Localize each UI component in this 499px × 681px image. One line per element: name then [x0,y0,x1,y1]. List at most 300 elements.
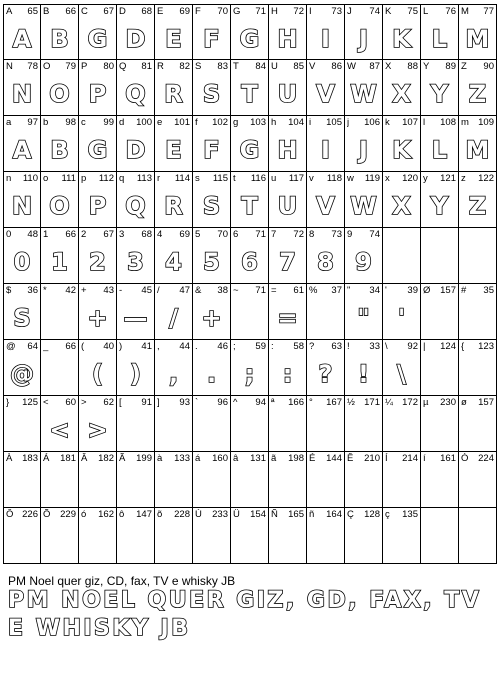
character-map-grid [3,4,497,568]
glyph-code: 230 [440,397,456,408]
glyph-sample: ! [358,360,369,388]
glyph-cell [3,452,41,508]
glyph-cell [79,452,117,508]
glyph-code: 103 [250,117,266,128]
glyph-label [309,61,342,73]
glyph-cell [269,228,307,284]
glyph-label [6,453,38,465]
glyph-sample: > [87,416,108,444]
glyph-cell [117,116,155,172]
glyph-sample: Z [468,80,487,108]
glyph-sample: " [357,304,370,332]
glyph-char: á [195,453,201,464]
glyph-code: 73 [331,6,342,17]
glyph-sample: U [277,192,298,220]
glyph-sample: , [168,360,179,388]
glyph-cell [193,284,231,340]
glyph-code: 122 [478,173,494,184]
glyph-code: 37 [331,285,342,296]
glyph-cell [459,284,497,340]
glyph-label [423,397,456,409]
glyph-code: 114 [174,173,190,184]
glyph-code: 66 [65,341,76,352]
glyph-char: ( [81,341,85,352]
glyph-label [43,397,76,409]
glyph-label [119,509,152,521]
glyph-char: C [81,6,88,17]
glyph-label [119,397,152,409]
glyph-char: . [195,341,198,352]
glyph-label [385,173,418,185]
glyph-sample: 2 [89,248,106,276]
glyph-sample: 5 [203,248,220,276]
glyph-char: 1 [43,229,49,240]
glyph-char: ° [309,397,313,408]
glyph-code: 135 [402,509,418,520]
glyph-cell [421,116,459,172]
glyph-char: z [461,173,466,184]
glyph-label [81,509,114,521]
glyph-char: O [43,61,51,72]
glyph-sample [231,298,268,338]
glyph-sample: V [316,80,335,108]
glyph-code: 164 [326,509,342,520]
glyph-char: 6 [233,229,239,240]
glyph-char: } [6,397,10,408]
glyph-code: 82 [179,61,190,72]
glyph-char: o [43,173,49,184]
glyph-char: ª [271,397,275,408]
glyph-cell [307,508,345,564]
glyph-cell [79,340,117,396]
glyph-cell [3,60,41,116]
glyph-label [233,285,266,297]
glyph-code: 83 [217,61,228,72]
glyph-code: 59 [255,341,266,352]
glyph-sample: X [392,192,411,220]
glyph-cell [383,340,421,396]
glyph-cell [269,508,307,564]
glyph-code: 199 [136,453,152,464]
glyph-label [157,509,190,521]
glyph-label [423,509,456,521]
glyph-code: 87 [369,61,380,72]
glyph-code: 233 [212,509,228,520]
glyph-cell [345,116,383,172]
glyph-label [157,285,190,297]
glyph-sample: = [277,304,298,332]
glyph-code: 97 [27,117,38,128]
glyph-char: ó [81,509,87,520]
glyph-code: 167 [326,397,342,408]
glyph-sample: + [87,304,108,332]
glyph-cell [3,228,41,284]
glyph-char: # [461,285,467,296]
glyph-char: + [81,285,87,296]
glyph-sample [193,466,230,506]
glyph-code: 71 [255,285,266,296]
glyph-char: / [157,285,160,296]
glyph-sample: M [465,25,490,53]
glyph-label [347,397,380,409]
glyph-label [119,117,152,129]
glyph-cell [41,60,79,116]
glyph-code: 226 [22,509,38,520]
glyph-label [271,6,304,18]
glyph-cell [345,452,383,508]
glyph-cell [307,228,345,284]
glyph-char: Ê [347,453,354,464]
glyph-code: 125 [22,397,38,408]
glyph-char: ~ [233,285,239,296]
glyph-sample [4,466,40,506]
glyph-char: É [309,453,316,464]
glyph-char: h [271,117,277,128]
glyph-label [119,61,152,73]
glyph-char: ` [195,397,199,408]
glyph-cell [383,4,421,60]
glyph-sample [383,522,420,562]
glyph-sample [383,242,420,282]
glyph-cell [269,452,307,508]
glyph-cell [79,4,117,60]
glyph-code: 157 [478,397,494,408]
glyph-label [195,453,228,465]
glyph-char: ¼ [385,397,393,408]
glyph-code: 110 [22,173,38,184]
glyph-sample: 0 [13,248,31,276]
glyph-sample: G [87,136,108,164]
glyph-cell [307,452,345,508]
glyph-cell [383,452,421,508]
glyph-label [385,6,418,18]
glyph-cell [41,172,79,228]
glyph-sample: L [431,136,448,164]
glyph-sample [41,354,78,394]
glyph-char: q [119,173,125,184]
glyph-sample [421,242,458,282]
glyph-code: 69 [179,6,190,17]
glyph-cell [193,452,231,508]
glyph-sample: R [164,80,183,108]
glyph-label [81,397,114,409]
glyph-cell [269,4,307,60]
glyph-label [461,453,494,465]
glyph-sample: — [123,304,148,332]
glyph-code: 102 [212,117,228,128]
glyph-label [271,229,304,241]
glyph-char: R [157,61,164,72]
glyph-cell [307,60,345,116]
glyph-code: 73 [331,229,342,240]
glyph-code: 171 [364,397,380,408]
glyph-cell [117,508,155,564]
glyph-char: 8 [309,229,315,240]
glyph-label [347,61,380,73]
glyph-sample [307,410,344,450]
glyph-label [309,117,342,129]
glyph-code: 42 [65,285,76,296]
glyph-label [43,173,76,185]
glyph-label [233,61,266,73]
glyph-sample: Q [125,192,146,220]
glyph-sample: S [202,192,221,220]
glyph-code: 181 [60,453,76,464]
glyph-code: 61 [293,285,304,296]
grid-row [3,60,497,116]
glyph-label [309,341,342,353]
glyph-label [309,173,342,185]
glyph-char: Í [385,453,388,464]
glyph-char: 2 [81,229,87,240]
glyph-label [233,117,266,129]
glyph-sample: Y [430,80,449,108]
glyph-code: 107 [402,117,418,128]
glyph-cell [383,284,421,340]
glyph-cell [41,452,79,508]
glyph-char: k [385,117,390,128]
glyph-cell [345,4,383,60]
grid-row [3,396,497,452]
glyph-code: 34 [369,285,380,296]
glyph-code: 66 [65,229,76,240]
glyph-cell [3,4,41,60]
glyph-code: 41 [141,341,152,352]
glyph-label [43,285,76,297]
glyph-code: 47 [179,285,190,296]
glyph-label [347,229,380,241]
glyph-sample: O [49,192,70,220]
glyph-cell [345,340,383,396]
glyph-label [461,509,494,521]
glyph-label [6,285,38,297]
glyph-label [309,397,342,409]
glyph-char: ^ [233,397,238,408]
glyph-label [195,341,228,353]
glyph-code: 91 [141,397,152,408]
glyph-char: d [119,117,125,128]
glyph-char: v [309,173,314,184]
glyph-label [195,173,228,185]
glyph-sample: H [277,25,298,53]
glyph-sample: 1 [51,248,68,276]
grid-row [3,4,497,60]
glyph-code: 70 [217,229,228,240]
glyph-sample [345,410,382,450]
glyph-char: , [157,341,160,352]
glyph-char: @ [6,341,16,352]
glyph-cell [383,396,421,452]
glyph-sample [421,298,458,338]
glyph-code: 39 [407,285,418,296]
glyph-sample: K [392,136,411,164]
glyph-cell [345,228,383,284]
glyph-cell [41,508,79,564]
glyph-sample [4,522,40,562]
glyph-char: 4 [157,229,163,240]
glyph-label [423,285,456,297]
glyph-char: a [6,117,12,128]
glyph-code: 210 [364,453,380,464]
glyph-cell [383,116,421,172]
glyph-cell [193,228,231,284]
glyph-char: % [309,285,318,296]
glyph-char: [ [119,397,122,408]
glyph-sample: 4 [165,248,182,276]
glyph-cell [193,4,231,60]
glyph-char: u [271,173,277,184]
glyph-char: L [423,6,429,17]
glyph-cell [421,508,459,564]
glyph-code: 166 [288,397,304,408]
glyph-code: 133 [174,453,190,464]
glyph-cell [421,60,459,116]
glyph-sample: M [465,136,490,164]
glyph-label [43,341,76,353]
glyph-code: 147 [136,509,152,520]
glyph-sample: 9 [355,248,372,276]
glyph-label [81,6,114,18]
glyph-label [195,61,228,73]
glyph-code: 115 [212,173,228,184]
glyph-cell [421,172,459,228]
glyph-code: 90 [483,61,494,72]
glyph-sample: N [11,192,33,220]
glyph-label [6,173,38,185]
glyph-cell [79,284,117,340]
glyph-cell [117,228,155,284]
glyph-sample: H [277,136,298,164]
glyph-label [81,229,114,241]
glyph-cell [155,116,193,172]
glyph-label [6,229,38,241]
glyph-char: m [461,117,469,128]
glyph-code: 101 [174,117,190,128]
glyph-sample: K [392,25,411,53]
glyph-label [461,341,494,353]
glyph-code: 66 [65,6,76,17]
glyph-label [385,61,418,73]
glyph-cell [155,284,193,340]
glyph-cell [307,172,345,228]
glyph-sample: R [164,192,183,220]
glyph-cell [269,340,307,396]
glyph-cell [155,452,193,508]
glyph-code: 183 [22,453,38,464]
glyph-cell [79,172,117,228]
glyph-sample [459,410,496,450]
glyph-char: Ô [6,509,14,520]
glyph-cell [345,508,383,564]
glyph-code: 165 [288,509,304,520]
glyph-code: 40 [103,341,114,352]
glyph-sample: Y [430,192,449,220]
glyph-code: 105 [326,117,342,128]
glyph-cell [421,396,459,452]
glyph-label [385,453,418,465]
glyph-label [157,341,190,353]
glyph-cell [231,396,269,452]
glyph-code: 60 [65,397,76,408]
glyph-code: 72 [293,6,304,17]
glyph-cell [459,172,497,228]
glyph-cell [79,228,117,284]
glyph-code: 172 [402,397,418,408]
glyph-label [347,341,380,353]
glyph-label [81,117,114,129]
glyph-char: ø [461,397,467,408]
glyph-label [347,453,380,465]
glyph-label [6,397,38,409]
glyph-char: < [43,397,49,408]
glyph-code: 78 [27,61,38,72]
glyph-cell [231,452,269,508]
glyph-cell [421,452,459,508]
glyph-cell [155,508,193,564]
glyph-code: 157 [440,285,456,296]
glyph-code: 162 [98,509,114,520]
glyph-cell [345,60,383,116]
glyph-code: 104 [288,117,304,128]
glyph-label [423,341,456,353]
glyph-cell [193,508,231,564]
glyph-sample [231,410,268,450]
glyph-label [385,285,418,297]
glyph-label [119,341,152,353]
glyph-sample: G [87,25,108,53]
grid-row [3,284,497,340]
glyph-sample: E [165,25,182,53]
glyph-code: 44 [179,341,190,352]
glyph-cell [79,396,117,452]
glyph-char: Ñ [271,509,278,520]
glyph-char: l [423,117,426,128]
glyph-sample [345,522,382,562]
glyph-label [347,117,380,129]
glyph-cell [459,508,497,564]
glyph-label [81,61,114,73]
glyph-label [81,285,114,297]
glyph-sample [421,410,458,450]
grid-row [3,452,497,508]
glyph-char: = [271,285,277,296]
glyph-char: 0 [6,229,12,240]
sample-rendering-line-1: PM NOEL QUER GIZ, GD, FAX, TV [8,588,482,613]
glyph-char: µ [423,397,429,408]
glyph-cell [3,340,41,396]
glyph-char: X [385,61,392,72]
glyph-sample: D [125,25,146,53]
glyph-sample: F [203,136,220,164]
glyph-label [43,229,76,241]
glyph-cell [41,396,79,452]
glyph-label [423,6,456,18]
glyph-char: $ [6,285,12,296]
glyph-label [195,6,228,18]
glyph-label [309,6,342,18]
glyph-sample: Z [468,192,487,220]
glyph-char: D [119,6,126,17]
glyph-cell [155,172,193,228]
glyph-cell [3,284,41,340]
glyph-sample: A [12,136,32,164]
glyph-cell [193,172,231,228]
glyph-char: 5 [195,229,201,240]
glyph-code: 70 [217,6,228,17]
glyph-code: 93 [179,397,190,408]
glyph-code: 80 [103,61,114,72]
glyph-char: c [81,117,86,128]
